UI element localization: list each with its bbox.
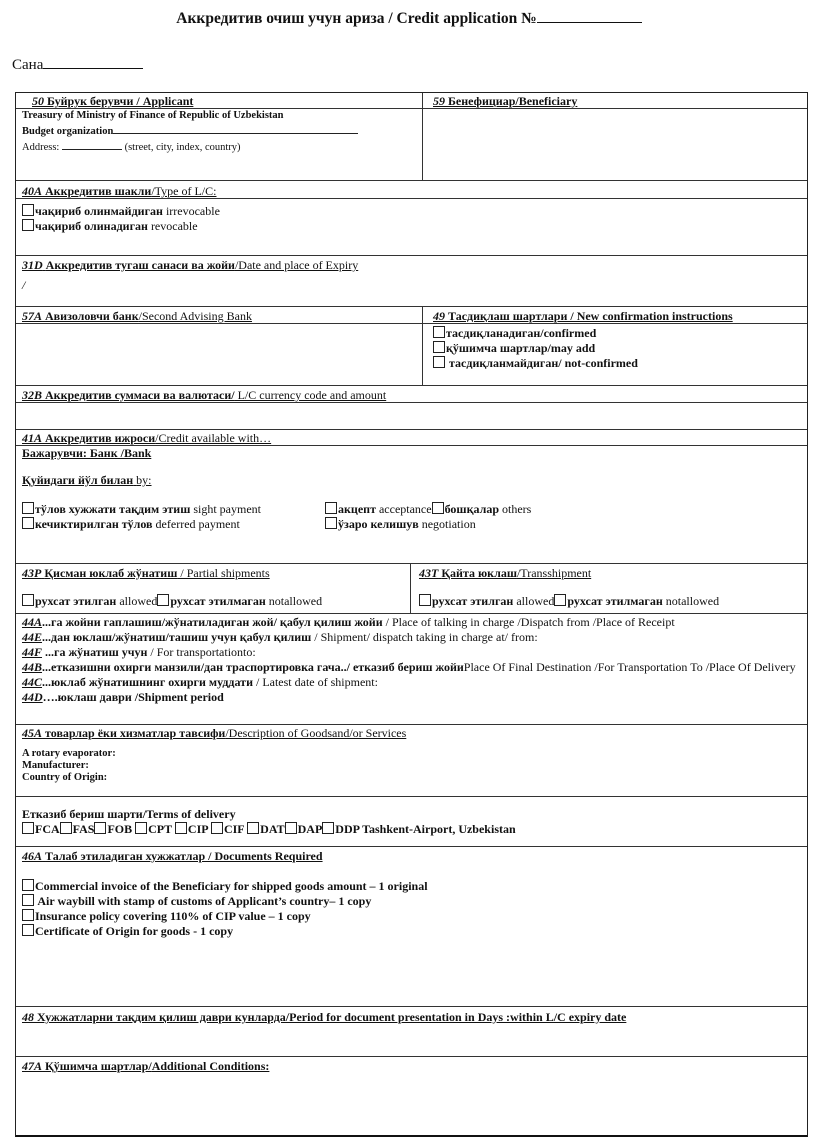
- option-deferred-payment[interactable]: [16, 517, 246, 532]
- checkbox[interactable]: [419, 594, 431, 606]
- term-dat[interactable]: [247, 822, 284, 836]
- option-label-en: allowed: [119, 594, 158, 608]
- lc-type-label-uz: Аккредитив шакли: [45, 184, 152, 198]
- field-code: 31D: [22, 258, 43, 272]
- option-label-uz: ўзаро келишув: [338, 517, 419, 531]
- line-label-uz: ...етказишни охирги манзили/дан траспортировка гача../ етказиб бериш жойи: [42, 660, 464, 674]
- field-code: 49: [433, 309, 445, 323]
- beneficiary-section: [423, 93, 807, 180]
- option-negotiation[interactable]: [319, 517, 482, 532]
- document-item[interactable]: [16, 909, 807, 924]
- line-label-uz: ...га жойни гаплашиш/жўнатиладиган жой/ қабул қилиш жойи: [42, 615, 383, 629]
- checkbox[interactable]: [175, 822, 187, 834]
- checkbox[interactable]: [285, 822, 297, 834]
- line-label-en: / Place of talking in charge /Dispatch from /Place of Receipt: [382, 615, 675, 629]
- field-code: 46A: [22, 849, 43, 863]
- option-label-uz: бошқалар: [444, 502, 499, 516]
- advising-bank-field[interactable]: [16, 323, 422, 382]
- documents-label: Талаб этиладиган хужжатлар / Documents Required: [45, 849, 323, 863]
- goods-line: Manufacturer:: [22, 760, 89, 771]
- confirmation-option-not-confirmed[interactable]: [427, 356, 807, 371]
- page-title: [0, 8, 818, 28]
- address-label: Address:: [22, 142, 60, 153]
- option-label: тасдиқланадиган/confirmed: [446, 326, 597, 340]
- field-code: 43T: [419, 566, 439, 580]
- option-label-en: allowed: [516, 594, 555, 608]
- partial-label-uz: Қисман юклаб жўнатиш: [44, 566, 178, 580]
- term-label: DDP Tashkent-Airport, Uzbekistan: [335, 822, 516, 836]
- option-label-uz: рухсат этилмаган: [170, 594, 266, 608]
- document-label: Insurance policy covering 110% of CIP value – 1 copy: [35, 909, 311, 923]
- additional-conditions-field[interactable]: [16, 1073, 807, 1131]
- checkbox[interactable]: [22, 894, 34, 906]
- field-code: 47A: [22, 1059, 43, 1073]
- line-label-en: / Shipment/ dispatch taking in charge at/ from:: [311, 630, 538, 644]
- documents-section: [16, 847, 807, 1007]
- transshipment-label-en: /Transshipment: [516, 566, 592, 580]
- partial-label-en: / Partial shipments: [177, 566, 270, 580]
- field-code: 43P: [22, 566, 42, 580]
- option-label-en: notallowed: [665, 594, 720, 608]
- term-label: CPT: [148, 822, 175, 836]
- applicant-section: [16, 93, 423, 180]
- checkbox[interactable]: [94, 822, 106, 834]
- option-label: қўшимча шартлар/may add: [446, 341, 596, 355]
- shipment-line-44a[interactable]: [16, 615, 807, 630]
- field-code: 41A: [22, 431, 43, 445]
- delivery-terms-options: [16, 822, 807, 837]
- option-label-uz: рухсат этилган: [432, 594, 514, 608]
- title-text: Аккредитив очиш учун ариза / Credit application №: [176, 10, 537, 27]
- line-label-uz: ...га жўнатиш учун: [42, 645, 148, 659]
- field-code: 57A: [22, 309, 43, 323]
- address-field[interactable]: [62, 138, 122, 150]
- document-label: Certificate of Origin for goods - 1 copy: [35, 924, 234, 938]
- option-acceptance[interactable]: [325, 502, 432, 516]
- additional-label-en: Additional Conditions:: [151, 1059, 270, 1073]
- goods-line: A rotary evaporator:: [22, 748, 116, 759]
- budget-org-field[interactable]: [113, 122, 358, 134]
- goods-label-uz: товарлар ёки хизматлар тавсифи: [45, 726, 226, 740]
- transshipment-allowed-option[interactable]: [419, 594, 554, 608]
- option-label-en: notallowed: [268, 594, 323, 608]
- line-label-en: / Latest date of shipment:: [252, 675, 378, 689]
- term-fca[interactable]: [22, 822, 60, 836]
- line-label-uz: ….юклаш даври /Shipment period: [42, 690, 224, 704]
- document-item[interactable]: [16, 879, 807, 894]
- option-label-uz: рухсат этилмаган: [567, 594, 663, 608]
- field-code: 44C: [22, 675, 43, 689]
- field-code: 44F: [22, 645, 43, 659]
- field-code: 44A: [22, 615, 43, 629]
- additional-conditions-section: [16, 1057, 807, 1135]
- shipment-line-44c[interactable]: [16, 675, 807, 690]
- option-label-uz: акцепт: [338, 502, 376, 516]
- field-code: 48: [22, 1010, 34, 1024]
- checkbox[interactable]: [432, 502, 444, 514]
- shipment-line-44b[interactable]: [16, 660, 807, 675]
- field-code: 59: [433, 94, 445, 108]
- option-label-en: others: [502, 502, 532, 516]
- application-form: [15, 92, 808, 1137]
- shipment-options-row: [16, 564, 807, 614]
- field-code: 44E: [22, 630, 43, 644]
- lc-type-option-revocable[interactable]: [16, 219, 807, 234]
- option-label-en: acceptance: [378, 502, 432, 516]
- date-row: [12, 54, 143, 74]
- advising-bank-label-en: /Second Advising Bank: [138, 309, 252, 323]
- checkbox[interactable]: [325, 517, 337, 529]
- parties-row: [16, 93, 807, 181]
- goods-field[interactable]: [16, 748, 807, 784]
- expiry-label-uz: Аккредитив тугаш санаси ва жойи: [45, 258, 235, 272]
- term-label: FAS: [72, 822, 95, 836]
- term-label: CIP: [187, 822, 211, 836]
- amount-label-en: L/C currency code and amount: [234, 388, 387, 402]
- checkbox[interactable]: [322, 822, 334, 834]
- goods-section: [16, 725, 807, 797]
- shipment-details-section: [16, 614, 807, 725]
- checkbox[interactable]: [433, 326, 445, 338]
- date-label: Сана: [12, 57, 44, 73]
- option-sight-payment[interactable]: [16, 502, 267, 517]
- expiry-field[interactable]: /: [22, 278, 26, 292]
- credit-available-label-en: /Credit available with…: [155, 431, 272, 445]
- option-label-en: revocable: [150, 219, 198, 233]
- presentation-field[interactable]: [16, 1024, 807, 1054]
- by-label-en: by:: [136, 473, 152, 487]
- confirmation-label: Тасдиқлаш шартлари / New confirmation instructions: [448, 309, 733, 323]
- term-ddp[interactable]: [322, 822, 515, 836]
- field-code: 44D: [22, 690, 43, 704]
- partial-shipments-section: [16, 564, 411, 613]
- bank-confirmation-row: [16, 307, 807, 386]
- line-label-uz: ...дан юклаш/жўнатиш/ташиш учун қабул қилиш: [42, 630, 312, 644]
- line-label-en: / For transportationto:: [147, 645, 256, 659]
- amount-field[interactable]: [16, 402, 807, 425]
- document-item[interactable]: [16, 924, 807, 939]
- checkbox[interactable]: [433, 356, 445, 368]
- applicant-label: Буйрук берувчи / Applicant: [47, 94, 194, 108]
- checkbox[interactable]: [325, 502, 337, 514]
- budget-org-label: Budget organization: [22, 126, 114, 137]
- checkbox[interactable]: [22, 879, 34, 891]
- checkbox[interactable]: [22, 502, 34, 514]
- amount-section: [16, 386, 807, 430]
- advising-bank-label-uz: Авизоловчи банк: [45, 309, 139, 323]
- term-label: DAP: [297, 822, 323, 836]
- document-item[interactable]: [16, 894, 807, 909]
- credit-available-section: [16, 430, 807, 564]
- term-label: DAT: [260, 822, 285, 836]
- term-label: CIF: [223, 822, 248, 836]
- beneficiary-label: Бенефициар/Beneficiary: [448, 94, 578, 108]
- address-hint: (street, city, index, country): [124, 142, 241, 153]
- checkbox[interactable]: [157, 594, 169, 606]
- executor-bank-label: Бажарувчи: Банк /Bank: [22, 446, 152, 460]
- expiry-label-en: /Date and place of Expiry: [234, 258, 359, 272]
- beneficiary-field[interactable]: [423, 108, 807, 179]
- term-cip[interactable]: [175, 822, 211, 836]
- option-label-uz: чақириб олинмайдиган: [35, 204, 163, 218]
- checkbox[interactable]: [433, 341, 445, 353]
- term-cif[interactable]: [211, 822, 247, 836]
- expiry-section: [16, 256, 807, 307]
- delivery-terms-label: Етказиб бериш шарти/Terms of delivery: [22, 807, 236, 821]
- term-fob[interactable]: [94, 822, 135, 836]
- field-code: 50: [32, 94, 44, 108]
- checkbox[interactable]: [22, 924, 34, 936]
- additional-label-uz: Қўшимча шартлар/: [45, 1059, 152, 1073]
- field-code: 32B: [22, 388, 43, 402]
- checkbox[interactable]: [554, 594, 566, 606]
- option-label-en: negotiation: [421, 517, 476, 531]
- lc-type-label-en: /Type of L/C:: [151, 184, 217, 198]
- transshipment-section: [411, 564, 807, 613]
- term-dap[interactable]: [285, 822, 323, 836]
- lc-type-option-irrevocable[interactable]: [16, 204, 807, 219]
- checkbox[interactable]: [22, 204, 34, 216]
- line-label-en: Place Of Final Destination /For Transportation To /Place Of Delivery: [463, 660, 796, 674]
- option-label: тасдиқланмайдиган/ not-confirmed: [446, 356, 638, 370]
- partial-not-allowed-option[interactable]: [157, 594, 322, 608]
- field-code: 44B: [22, 660, 43, 674]
- document-label: Commercial invoice of the Beneficiary for shipped goods amount – 1 original: [35, 879, 428, 893]
- field-code: 45A: [22, 726, 43, 740]
- checkbox[interactable]: [247, 822, 259, 834]
- checkbox[interactable]: [22, 909, 34, 921]
- applicant-field[interactable]: [16, 108, 422, 155]
- presentation-label: Хужжатларни тақдим қилиш даври кунларда/Period for document presentation in Days :within L/C expiry date: [37, 1010, 627, 1024]
- checkbox[interactable]: [211, 822, 223, 834]
- shipment-line-44e[interactable]: [16, 630, 807, 645]
- checkbox[interactable]: [22, 822, 34, 834]
- option-label-uz: тўлов хужжати тақдим этиш: [35, 502, 191, 516]
- credit-available-label-uz: Аккредитив ижроси: [45, 431, 156, 445]
- date-field[interactable]: [43, 54, 143, 69]
- term-fas[interactable]: [60, 822, 95, 836]
- option-label-en: sight payment: [193, 502, 262, 516]
- partial-allowed-option[interactable]: [22, 594, 157, 608]
- confirmation-option-may-add[interactable]: [427, 341, 807, 356]
- goods-label-en: /Description of Goodsand/or Services: [225, 726, 407, 740]
- confirmation-option-confirmed[interactable]: [427, 326, 807, 341]
- checkbox[interactable]: [22, 219, 34, 231]
- shipment-line-44d[interactable]: [16, 690, 807, 705]
- document-label: Air waybill with stamp of customs of Applicant’s country– 1 copy: [35, 894, 372, 908]
- checkbox[interactable]: [60, 822, 72, 834]
- line-label-uz: ...юклаб жўнатишнинг охирги муддати: [42, 675, 253, 689]
- confirmation-section: [423, 307, 807, 385]
- term-cpt[interactable]: [135, 822, 175, 836]
- applicant-line1: Treasury of Ministry of Finance of Republic of Uzbekistan: [22, 110, 284, 121]
- shipment-line-44f[interactable]: [16, 645, 807, 660]
- by-label-uz: Қуйидаги йўл билан: [22, 473, 134, 487]
- delivery-terms-section: [16, 797, 807, 847]
- term-label: FCA: [35, 822, 60, 836]
- advising-bank-section: [16, 307, 423, 385]
- option-others[interactable]: [432, 502, 532, 516]
- option-label-uz: рухсат этилган: [35, 594, 117, 608]
- option-label-uz: кечиктирилган тўлов: [35, 517, 153, 531]
- field-code: 40A: [22, 184, 43, 198]
- checkbox[interactable]: [22, 594, 34, 606]
- transshipment-not-allowed-option[interactable]: [554, 594, 719, 608]
- application-number-field[interactable]: [537, 8, 642, 23]
- option-label-en: deferred payment: [155, 517, 240, 531]
- amount-label-uz: Аккредитив суммаси ва валютаси/: [45, 388, 235, 402]
- option-label-en: irrevocable: [165, 204, 220, 218]
- transshipment-label-uz: Қайта юклаш: [441, 566, 517, 580]
- presentation-period-section: [16, 1007, 807, 1057]
- term-label: FOB: [107, 822, 136, 836]
- goods-line: Country of Origin:: [22, 772, 108, 783]
- lc-type-section: [16, 181, 807, 256]
- option-label-uz: чақириб олинадиган: [35, 219, 148, 233]
- checkbox[interactable]: [135, 822, 147, 834]
- checkbox[interactable]: [22, 517, 34, 529]
